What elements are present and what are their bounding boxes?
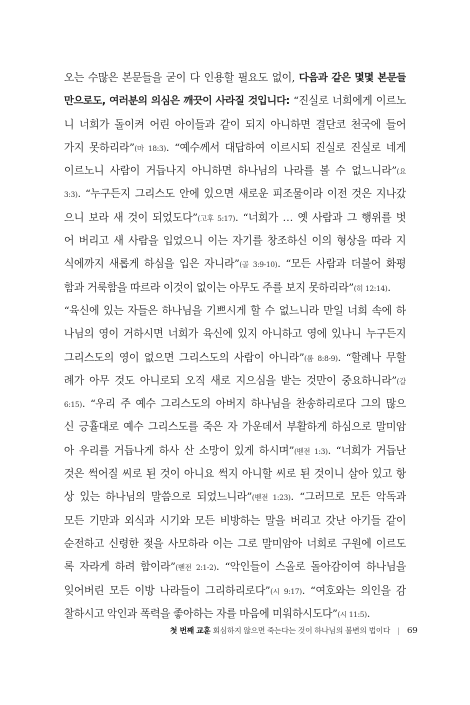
text-segment: 그리스도의 영이 없으면 그리스도의 사람이 아니라” bbox=[64, 351, 305, 364]
text-segment: 순전하고 신령한 젖을 사모하라 이는 그로 말미암아 너희로 구원에 이르도 bbox=[64, 537, 406, 550]
footer-separator: | bbox=[397, 626, 400, 635]
text-segment: 상 있는 하나님의 말씀으로 되었느니라” bbox=[64, 491, 252, 504]
text-line bbox=[64, 463, 406, 486]
text-segment: . “우리 주 예수 그리스도의 아버지 하나님을 찬송하리로다 그의 많으 bbox=[81, 398, 406, 411]
text-segment: . “여호와는 의인을 감 bbox=[301, 584, 406, 597]
scripture-reference: (히 12:14) bbox=[353, 283, 388, 293]
text-line bbox=[64, 300, 406, 323]
text-segment: 신 긍휼대로 예수 그리스도를 죽은 자 가운데서 부활하게 하심으로 말미암 bbox=[64, 421, 406, 434]
text-segment: 이르노니 사람이 거듭나지 아니하면 하나님의 나라를 볼 수 없느니라” bbox=[64, 165, 397, 178]
text-segment: 식에까지 새롭게 하심을 입은 자니라” bbox=[64, 258, 240, 271]
text-line bbox=[64, 183, 406, 206]
body-text bbox=[64, 67, 406, 626]
text-line bbox=[64, 137, 406, 160]
text-segment: 것은 썩어질 씨로 된 것이 아니요 썩지 아니할 씨로 된 것이니 살아 있고 항 bbox=[64, 468, 406, 481]
text-segment: . “예수께서 대답하여 이르시되 진실로 진실로 네게 bbox=[166, 141, 406, 154]
scripture-reference: (시 11:5) bbox=[337, 609, 367, 619]
text-line bbox=[64, 416, 406, 439]
running-footer bbox=[170, 625, 418, 636]
text-segment: . bbox=[366, 607, 370, 620]
text-line bbox=[64, 253, 406, 276]
text-segment: 가지 못하리라” bbox=[64, 141, 135, 154]
page-number: 69 bbox=[407, 626, 418, 636]
text-segment: . bbox=[387, 281, 391, 294]
scripture-reference: (요 bbox=[396, 167, 406, 177]
text-segment: 나님의 영이 거하시면 너희가 육신에 있지 아니하고 영에 있나니 누구든지 bbox=[64, 328, 406, 341]
footer-chapter-label: 첫 번째 교훈 bbox=[170, 626, 211, 635]
text-line bbox=[64, 207, 406, 230]
text-line bbox=[64, 510, 406, 533]
text-segment: 으니 보라 새 것이 되었도다” bbox=[64, 211, 198, 224]
text-line bbox=[64, 323, 406, 346]
scripture-reference: (고후 5:17) bbox=[197, 213, 236, 223]
emphasized-text: 만으로도, 여러분의 의심은 깨끗이 사라질 것입니다: bbox=[64, 95, 294, 108]
footer-chapter-title: 회심하지 않으면 죽는다는 것이 하나님의 불변의 법이다 bbox=[212, 626, 391, 635]
text-line bbox=[64, 370, 406, 393]
text-segment: 오는 수많은 본문들을 굳이 다 인용할 필요도 없이, bbox=[64, 72, 299, 84]
text-segment: 잊어버린 모든 이방 나라들이 그리하리로다” bbox=[64, 584, 271, 597]
scripture-reference: (벧전 1:3) bbox=[294, 446, 328, 456]
text-line bbox=[64, 90, 406, 113]
text-segment: 록 자라게 하려 함이라” bbox=[64, 561, 176, 574]
text-line bbox=[64, 440, 406, 463]
text-segment: 아 우리를 거듭나게 하사 산 소망이 있게 하시며” bbox=[64, 444, 295, 457]
text-line bbox=[64, 533, 406, 556]
text-segment: 모든 기만과 외식과 시기와 모든 비방하는 말을 버리고 갓난 아기들 같이 bbox=[64, 514, 406, 527]
text-line bbox=[64, 230, 406, 253]
text-line bbox=[64, 603, 406, 626]
text-segment: “진실로 너희에게 이르노 bbox=[293, 95, 406, 108]
text-segment: 례가 아무 것도 아니로되 오직 새로 지으심을 받는 것만이 중요하니라” bbox=[64, 374, 397, 387]
scripture-reference: (롬 8:8-9) bbox=[304, 353, 338, 363]
text-line bbox=[64, 114, 406, 137]
scripture-reference: 3:3) bbox=[64, 190, 78, 200]
text-segment: 함과 거룩함을 따르라 이것이 없이는 아무도 주를 보지 못하리라” bbox=[64, 281, 354, 294]
text-line bbox=[64, 277, 406, 300]
text-line bbox=[64, 67, 406, 90]
text-line bbox=[64, 486, 406, 509]
text-line bbox=[64, 160, 406, 183]
text-segment: “육신에 있는 자들은 하나님을 기쁘시게 할 수 없느니라 만일 너희 속에 하 bbox=[64, 304, 406, 317]
text-line bbox=[64, 347, 406, 370]
text-segment: 찰하시고 악인과 폭력을 좋아하는 자를 마음에 미워하시도다” bbox=[64, 607, 338, 620]
scripture-reference: 6:15) bbox=[64, 400, 82, 410]
text-segment: . “할례나 무할 bbox=[337, 351, 406, 364]
scripture-reference: (골 3:9-10) bbox=[239, 260, 278, 270]
text-segment: . “그러므로 모든 악독과 bbox=[290, 491, 406, 504]
scripture-reference: (벧전 1:23) bbox=[251, 493, 291, 503]
scripture-reference: (마 18:3) bbox=[134, 143, 167, 153]
text-segment: 니 너희가 돌이켜 어린 아이들과 같이 되지 아니하면 결단코 천국에 들어 bbox=[64, 118, 406, 131]
text-segment: 어 버리고 새 사람을 입었으니 이는 자기를 창조하신 이의 형상을 따라 지 bbox=[64, 235, 406, 248]
text-line bbox=[64, 393, 406, 416]
text-segment: . “모든 사람과 더불어 화평 bbox=[277, 258, 406, 271]
scripture-reference: (벧전 2:1-2) bbox=[175, 563, 217, 573]
scripture-reference: (시 9:17) bbox=[270, 586, 302, 596]
text-segment: . “너희가 거듭난 bbox=[327, 444, 406, 457]
text-segment: . “너희가 … 옛 사람과 그 행위를 벗 bbox=[235, 211, 406, 224]
text-line bbox=[64, 556, 406, 579]
scripture-reference: (갈 bbox=[396, 376, 406, 386]
text-segment: . “악인들이 스올로 돌아감이여 하나님을 bbox=[216, 561, 406, 574]
text-segment: . “누구든지 그리스도 안에 있으면 새로운 피조물이라 이전 것은 지나갔 bbox=[77, 188, 406, 201]
emphasized-text: 다음과 같은 몇몇 본문들 bbox=[298, 72, 406, 84]
text-line bbox=[64, 580, 406, 603]
